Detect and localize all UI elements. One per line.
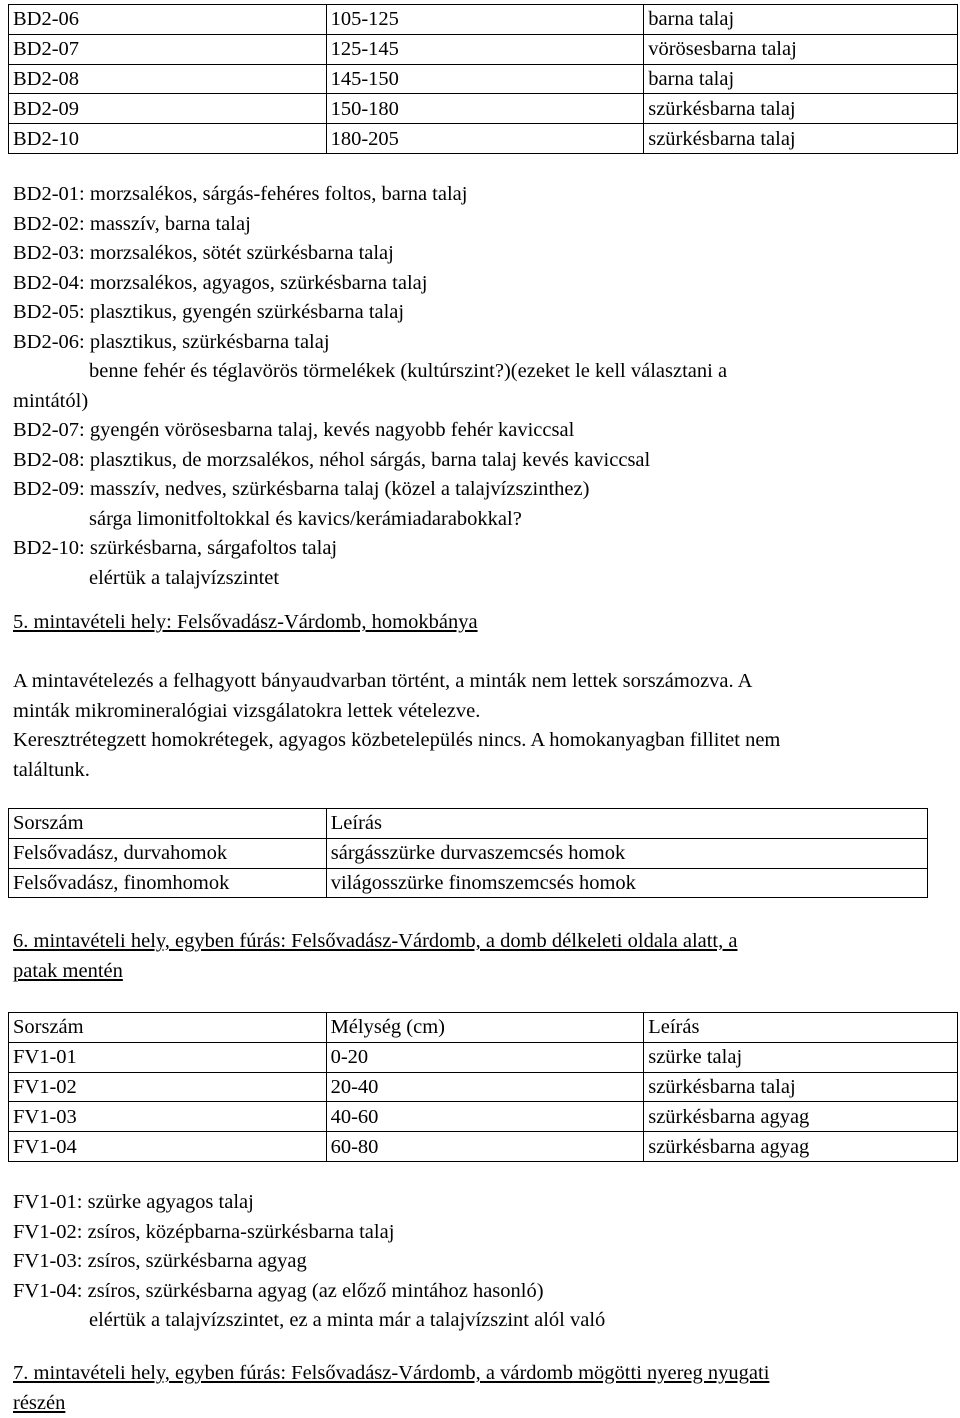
table-cell: FV1-03 (9, 1102, 327, 1132)
table-cell: Felsővadász, finomhomok (9, 868, 327, 898)
section-heading-continued: patak mentén (13, 957, 123, 987)
sample-description-continued: elértük a talajvízszintet (13, 564, 953, 594)
table-row (9, 5, 958, 35)
table-row (9, 34, 958, 64)
site5-heading (13, 608, 953, 638)
table-row (9, 838, 928, 868)
table-row (9, 1102, 958, 1132)
table-row (9, 64, 958, 94)
table-header-row (9, 809, 928, 839)
sample-description: FV1-03: zsíros, szürkésbarna agyag (13, 1247, 953, 1277)
sample-description: BD2-02: masszív, barna talaj (13, 210, 953, 240)
table-header-row (9, 1013, 958, 1043)
sample-description: FV1-02: zsíros, középbarna-szürkésbarna talaj (13, 1218, 953, 1248)
sample-description: BD2-09: masszív, nedves, szürkésbarna talaj (közel a talajvízszinthez) (13, 475, 953, 505)
sample-description: BD2-03: morzsalékos, sötét szürkésbarna talaj (13, 239, 953, 269)
site5-sample-table (8, 808, 928, 898)
table-header-cell: Sorszám (9, 809, 327, 839)
site6-heading (13, 927, 953, 986)
table-cell: 105-125 (326, 5, 644, 35)
section-heading: 6. mintavételi hely, egyben fúrás: Felsővadász-Várdomb, a domb délkeleti oldala alatt, a (13, 927, 953, 957)
table-row (9, 124, 958, 154)
paragraph-line: minták mikromineralógiai vizsgálatokra lettek vételezve. (13, 697, 953, 727)
sample-description-continued: elértük a talajvízszintet, ez a minta már a talajvízszint alól való (13, 1306, 953, 1336)
site5-paragraph (13, 667, 953, 785)
table-row (9, 1042, 958, 1072)
table-cell: barna talaj (644, 64, 958, 94)
section-heading: 5. mintavételi hely: Felsővadász-Várdomb, homokbánya (13, 608, 953, 638)
table-cell: FV1-02 (9, 1072, 327, 1102)
paragraph-line: találtunk. (13, 756, 953, 786)
table-cell: szürkésbarna talaj (644, 1072, 958, 1102)
sample-description-continued: mintától) (13, 387, 953, 417)
site6-sample-table (8, 1012, 958, 1162)
sample-description: BD2-08: plasztikus, de morzsalékos, néhol sárgás, barna talaj kevés kaviccsal (13, 446, 953, 476)
table-cell: FV1-04 (9, 1132, 327, 1162)
table-cell: világosszürke finomszemcsés homok (326, 868, 927, 898)
table-cell: vörösesbarna talaj (644, 34, 958, 64)
table-cell: 180-205 (326, 124, 644, 154)
table-cell: 40-60 (326, 1102, 644, 1132)
table-cell: barna talaj (644, 5, 958, 35)
table-cell: szürke talaj (644, 1042, 958, 1072)
table-row (9, 1132, 958, 1162)
table-header-cell: Leírás (644, 1013, 958, 1043)
table-cell: 150-180 (326, 94, 644, 124)
table-cell: 145-150 (326, 64, 644, 94)
table-row (9, 868, 928, 898)
table-row (9, 1072, 958, 1102)
table-header-cell: Leírás (326, 809, 927, 839)
sample-description-continued: benne fehér és téglavörös törmelékek (kultúrszint?)(ezeket le kell választani a (13, 357, 953, 387)
sample-description: BD2-07: gyengén vörösesbarna talaj, kevés nagyobb fehér kaviccsal (13, 416, 953, 446)
table-row (9, 94, 958, 124)
table-cell: szürkésbarna agyag (644, 1102, 958, 1132)
table-cell: sárgásszürke durvaszemcsés homok (326, 838, 927, 868)
site7-heading (13, 1359, 953, 1418)
table-header-cell: Mélység (cm) (326, 1013, 644, 1043)
table-cell: szürkésbarna talaj (644, 94, 958, 124)
table-cell: szürkésbarna talaj (644, 124, 958, 154)
table-cell: BD2-08 (9, 64, 327, 94)
table-cell: BD2-09 (9, 94, 327, 124)
sample-description: BD2-10: szürkésbarna, sárgafoltos talaj (13, 534, 953, 564)
fv1-descriptions (13, 1188, 953, 1336)
sample-description-continued: sárga limonitfoltokkal és kavics/kerámiadarabokkal? (13, 505, 953, 535)
table-cell: 125-145 (326, 34, 644, 64)
sample-description: FV1-01: szürke agyagos talaj (13, 1188, 953, 1218)
sample-description: BD2-06: plasztikus, szürkésbarna talaj (13, 328, 953, 358)
bd2-descriptions (13, 180, 953, 593)
paragraph-line: A mintavételezés a felhagyott bányaudvarban történt, a minták nem lettek sorszámozva. A (13, 667, 953, 697)
sample-description: BD2-04: morzsalékos, agyagos, szürkésbarna talaj (13, 269, 953, 299)
table-cell: Felsővadász, durvahomok (9, 838, 327, 868)
bd2-sample-table (8, 4, 958, 154)
table-cell: 20-40 (326, 1072, 644, 1102)
table-cell: BD2-06 (9, 5, 327, 35)
table-cell: 0-20 (326, 1042, 644, 1072)
table-cell: szürkésbarna agyag (644, 1132, 958, 1162)
table-cell: 60-80 (326, 1132, 644, 1162)
table-header-cell: Sorszám (9, 1013, 327, 1043)
paragraph-line: Keresztrétegzett homokrétegek, agyagos közbetelepülés nincs. A homokanyagban fillitet nem (13, 726, 953, 756)
table-cell: BD2-07 (9, 34, 327, 64)
sample-description: BD2-05: plasztikus, gyengén szürkésbarna talaj (13, 298, 953, 328)
sample-description: FV1-04: zsíros, szürkésbarna agyag (az előző mintához hasonló) (13, 1277, 953, 1307)
section-heading: 7. mintavételi hely, egyben fúrás: Felsővadász-Várdomb, a várdomb mögötti nyereg nyugati (13, 1359, 953, 1389)
table-cell: FV1-01 (9, 1042, 327, 1072)
sample-description: BD2-01: morzsalékos, sárgás-fehéres foltos, barna talaj (13, 180, 953, 210)
table-cell: BD2-10 (9, 124, 327, 154)
section-heading-continued: részén (13, 1389, 65, 1418)
